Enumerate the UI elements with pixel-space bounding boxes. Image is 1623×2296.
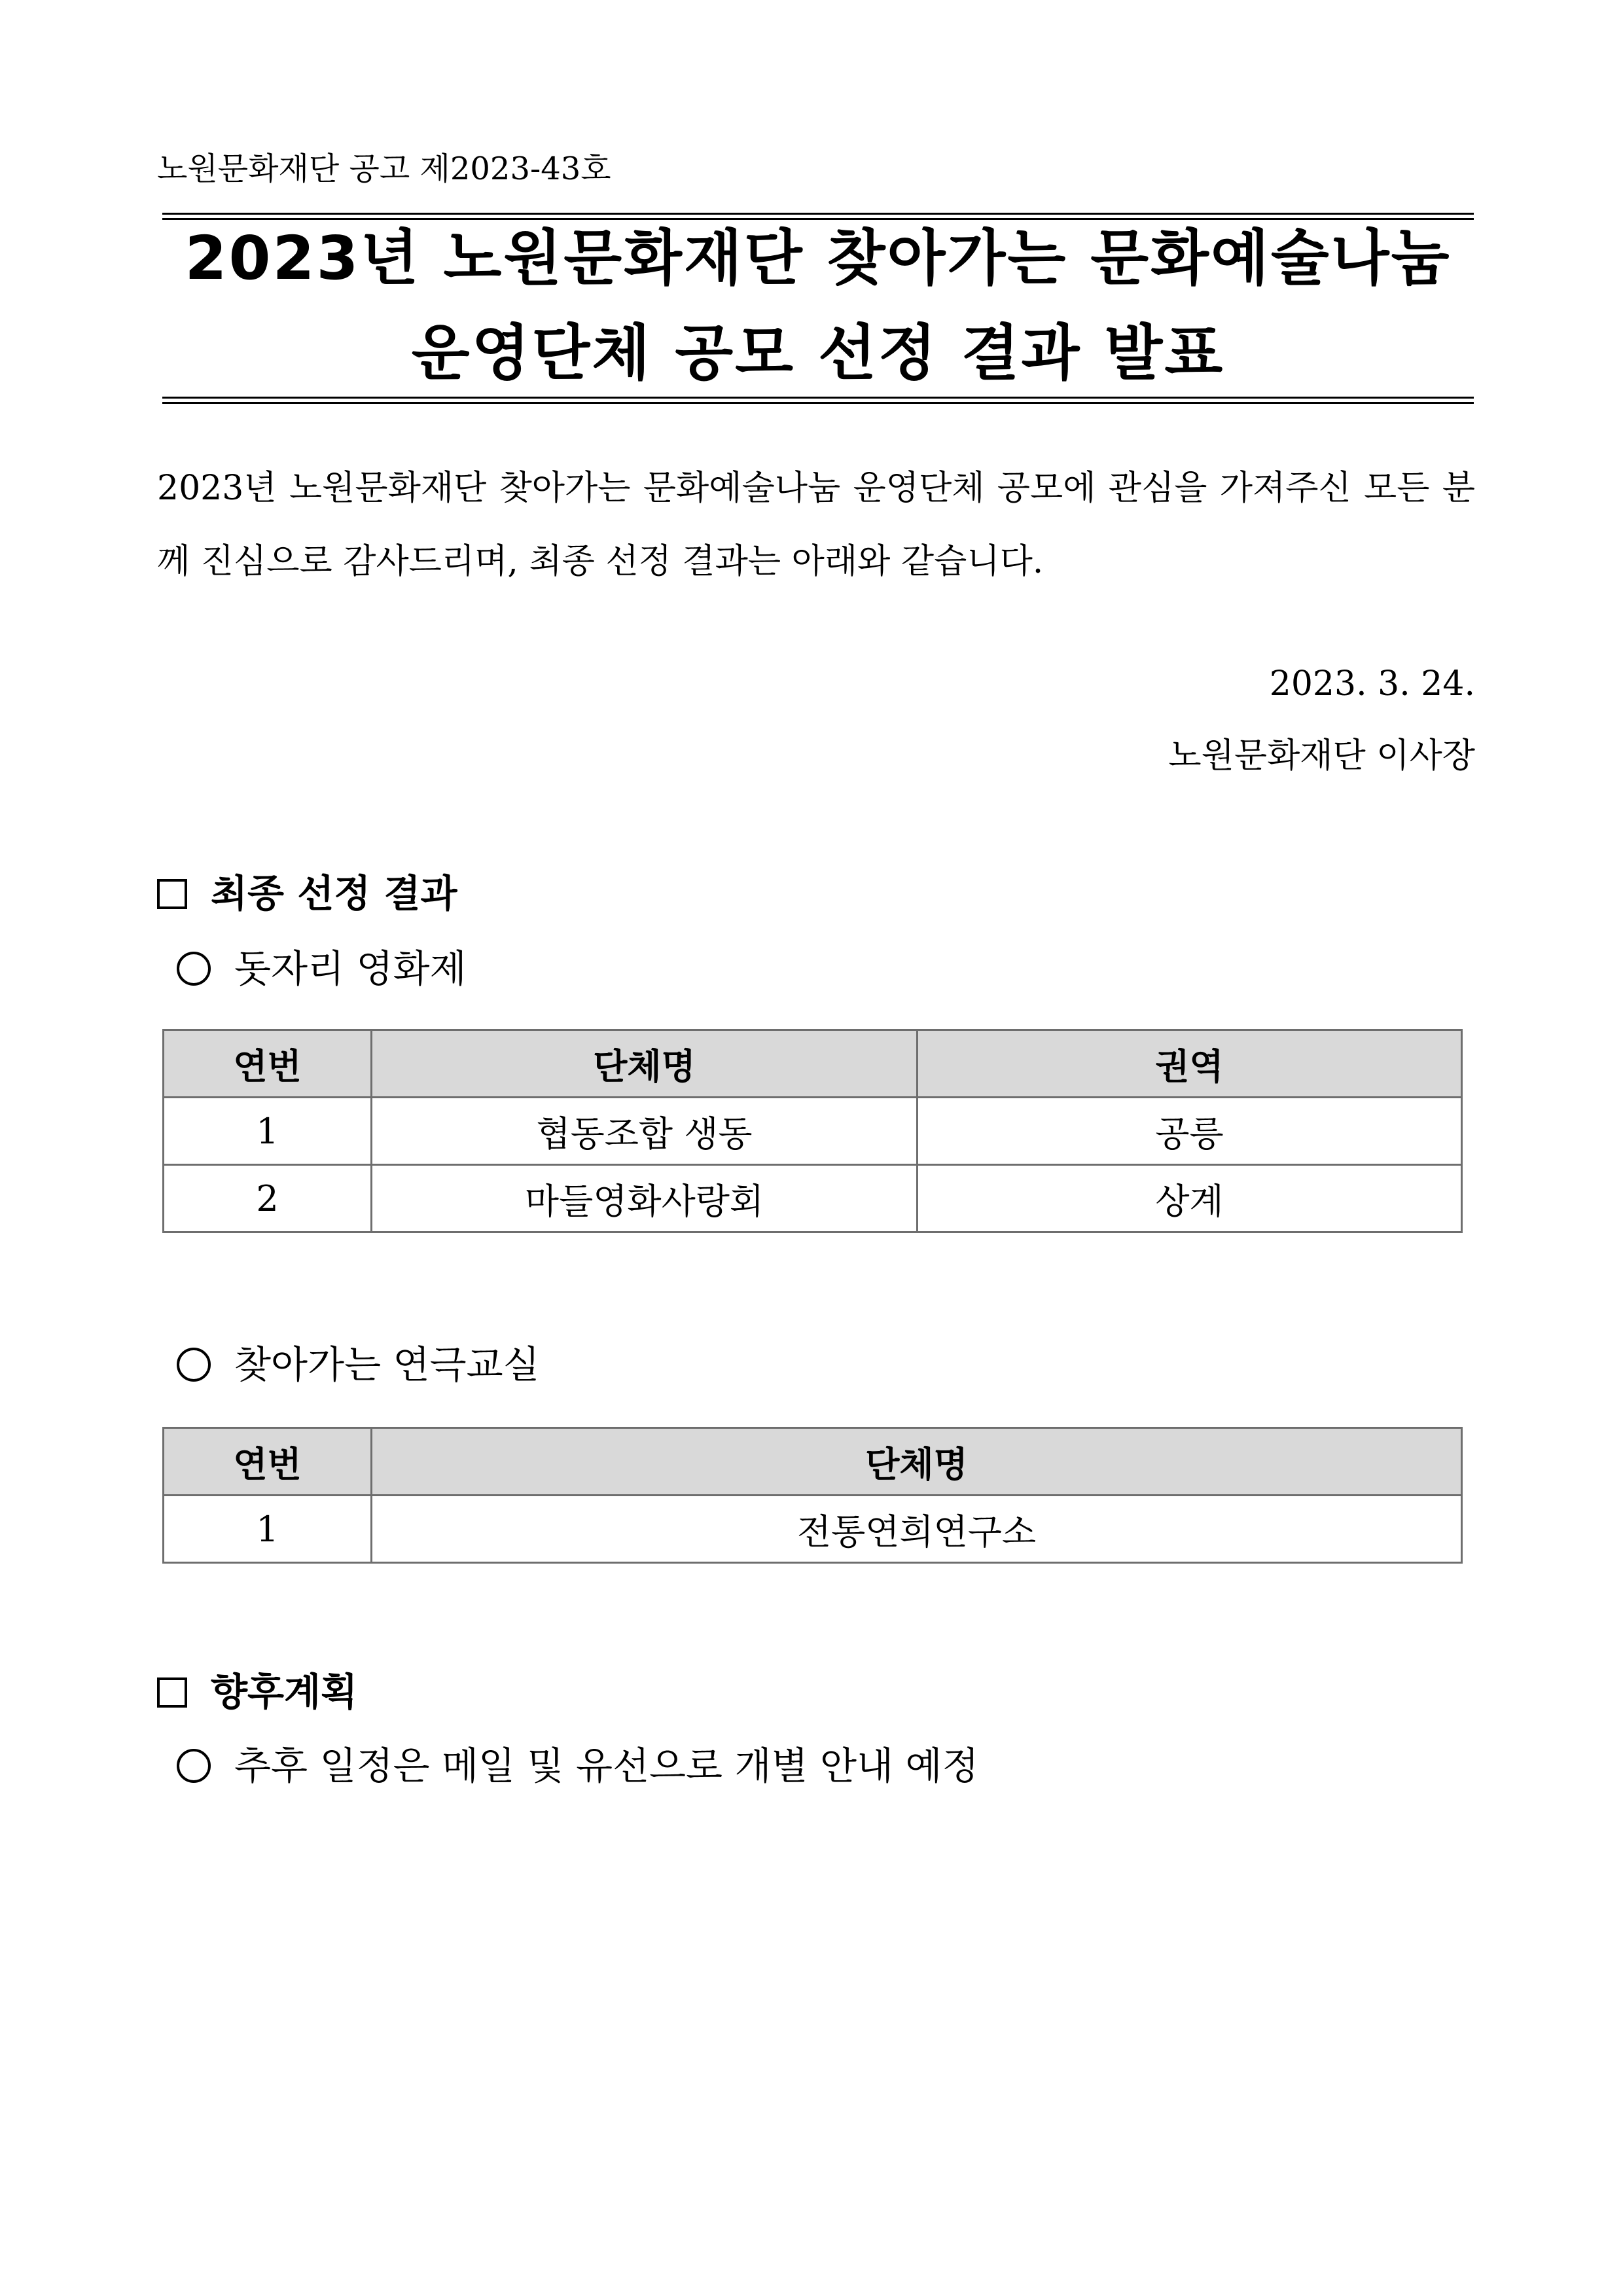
- circle-bullet-icon: [177, 1348, 211, 1382]
- title-rule-top: [162, 213, 1474, 215]
- table-cell: 공릉: [918, 1098, 1462, 1165]
- section-heading-label: 향후계획: [211, 1670, 358, 1714]
- section-heading-results: [157, 867, 457, 920]
- column-header: 연번: [164, 1030, 372, 1098]
- results-table-film: [162, 1029, 1463, 1233]
- table-cell: 1: [164, 1098, 372, 1165]
- column-header: 단체명: [372, 1428, 1462, 1496]
- table-row: [164, 1496, 1462, 1563]
- column-header: 연번: [164, 1428, 372, 1496]
- square-bullet-icon: [157, 879, 187, 909]
- table-cell: 전통연희연구소: [372, 1496, 1462, 1563]
- section-heading-label: 최종 선정 결과: [211, 871, 457, 916]
- notice-number: 노원문화재단 공고 제2023-43호: [157, 151, 611, 187]
- title-rule-top-inner: [162, 218, 1474, 220]
- table-cell: 1: [164, 1496, 372, 1563]
- section-heading-future-plan: [157, 1666, 357, 1718]
- table-row: [164, 1165, 1462, 1232]
- table-header-row: [164, 1030, 1462, 1098]
- circle-bullet-icon: [177, 1749, 211, 1783]
- column-header: 단체명: [372, 1030, 918, 1098]
- table-cell: 2: [164, 1165, 372, 1232]
- results-table-theater: [162, 1427, 1463, 1564]
- subsection-label: 찾아가는 연극교실: [234, 1342, 540, 1387]
- table-cell: 마들영화사랑회: [372, 1165, 918, 1232]
- future-plan-item: [177, 1740, 979, 1792]
- table-cell: 협동조합 생동: [372, 1098, 918, 1165]
- page-title-line2: 운영단체 공모 선정 결과 발표: [411, 318, 1225, 388]
- title-rule-bottom: [162, 402, 1474, 404]
- table-cell: 상계: [918, 1165, 1462, 1232]
- subsection-theater-class: [177, 1338, 540, 1391]
- future-plan-text: 추후 일정은 메일 및 유선으로 개별 안내 예정: [234, 1744, 979, 1788]
- page-title-line1: 2023년 노원문화재단 찾아가는 문화예술나눔: [185, 223, 1452, 293]
- subsection-label: 돗자리 영화제: [234, 946, 467, 991]
- square-bullet-icon: [157, 1677, 187, 1708]
- circle-bullet-icon: [177, 952, 211, 986]
- table-row: [164, 1098, 1462, 1165]
- signer: 노원문화재단 이사장: [1168, 736, 1475, 776]
- subsection-mat-film-festival: [177, 942, 467, 995]
- table-header-row: [164, 1428, 1462, 1496]
- notice-date: 2023. 3. 24.: [1269, 664, 1475, 704]
- column-header: 권역: [918, 1030, 1462, 1098]
- title-rule-bottom-inner: [162, 397, 1474, 399]
- intro-paragraph: 2023년 노원문화재단 찾아가는 문화예술나눔 운영단체 공모에 관심을 가져주신 모든 분께 진심으로 감사드리며, 최종 선정 결과는 아래와 같습니다.: [157, 469, 1475, 581]
